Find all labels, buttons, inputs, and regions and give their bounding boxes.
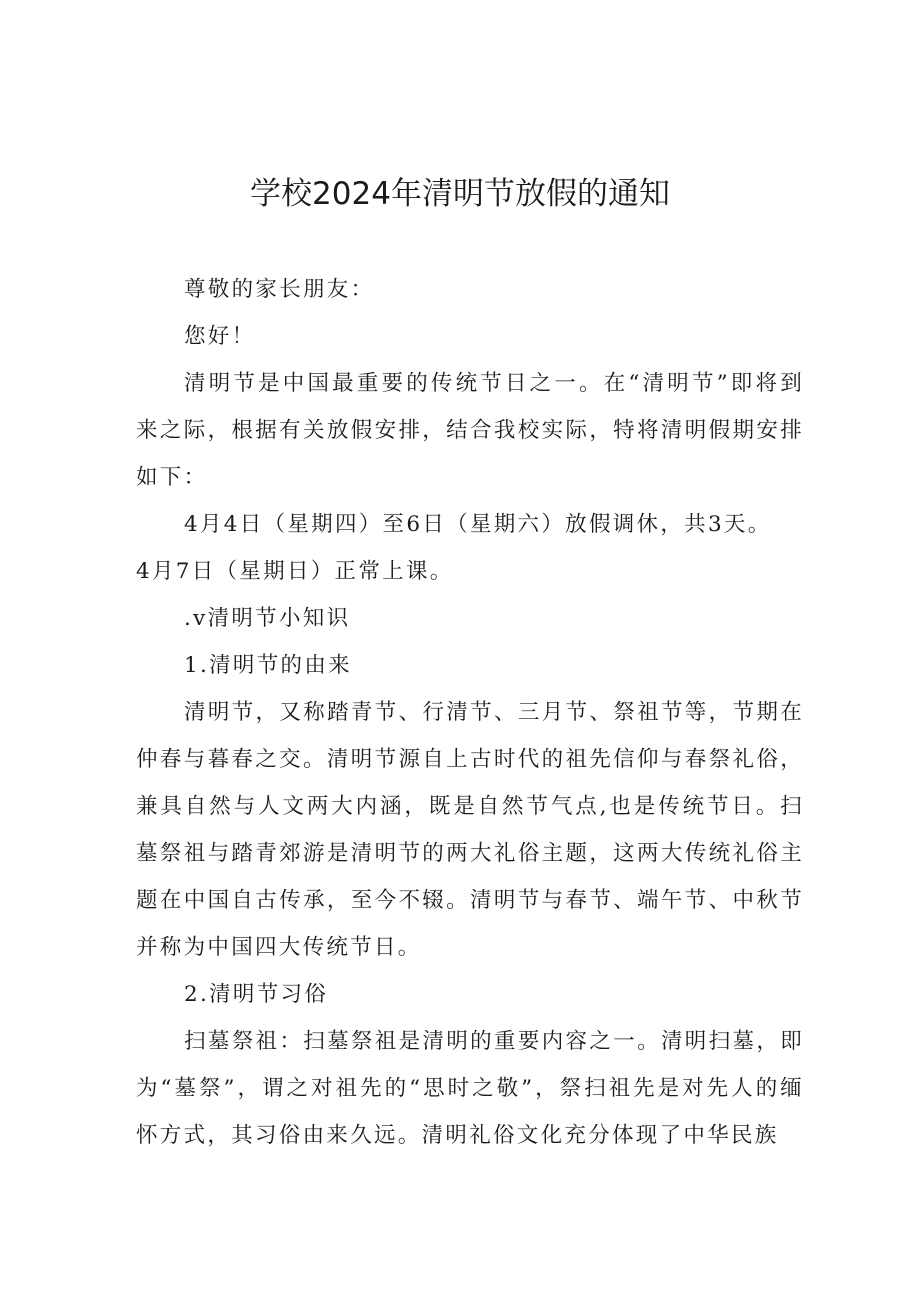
- section2-paragraph: 扫墓祭祖：扫墓祭祖是清明的重要内容之一。清明扫墓，即为“墓祭”，谓之对祖先的“思时之敬”，祭扫祖先是对先人的缅怀方式，其习俗由来久远。清明礼俗文化充分体现了中华民族: [136, 1029, 804, 1148]
- intro-paragraph: 清明节是中国最重要的传统节日之一。在“清明节”即将到来之际，根据有关放假安排，结合我校实际，特将清明假期安排如下：: [136, 371, 804, 490]
- schedule-resume: 4月7日（星期日）正常上课。: [136, 559, 454, 584]
- section1-heading: 1.清明节的由来: [184, 653, 352, 678]
- greeting: 您好！: [184, 324, 256, 349]
- section2-heading: 2.清明节习俗: [184, 982, 329, 1007]
- salutation: 尊敬的家长朋友：: [184, 277, 375, 302]
- knowledge-heading: .v清明节小知识: [184, 606, 351, 631]
- document-title: 学校2024年清明节放假的通知: [250, 176, 670, 212]
- schedule-holiday: 4月4日（星期四）至6日（星期六）放假调休，共3天。: [184, 512, 772, 537]
- section1-paragraph: 清明节，又称踏青节、行清节、三月节、祭祖节等，节期在仲春与暮春之交。清明节源自上古时代的祖先信仰与春祭礼俗，兼具自然与人文两大内涵，既是自然节气点,也是传统节日。扫墓祭祖与踏青郊游是清明节的两大礼俗主题，这两大传统礼俗主题在中国自古传承，至今不辍。清明节与春节、端午节、中秋节并称为中国四大传统节日。: [136, 700, 804, 960]
- document-body: [136, 266, 804, 1159]
